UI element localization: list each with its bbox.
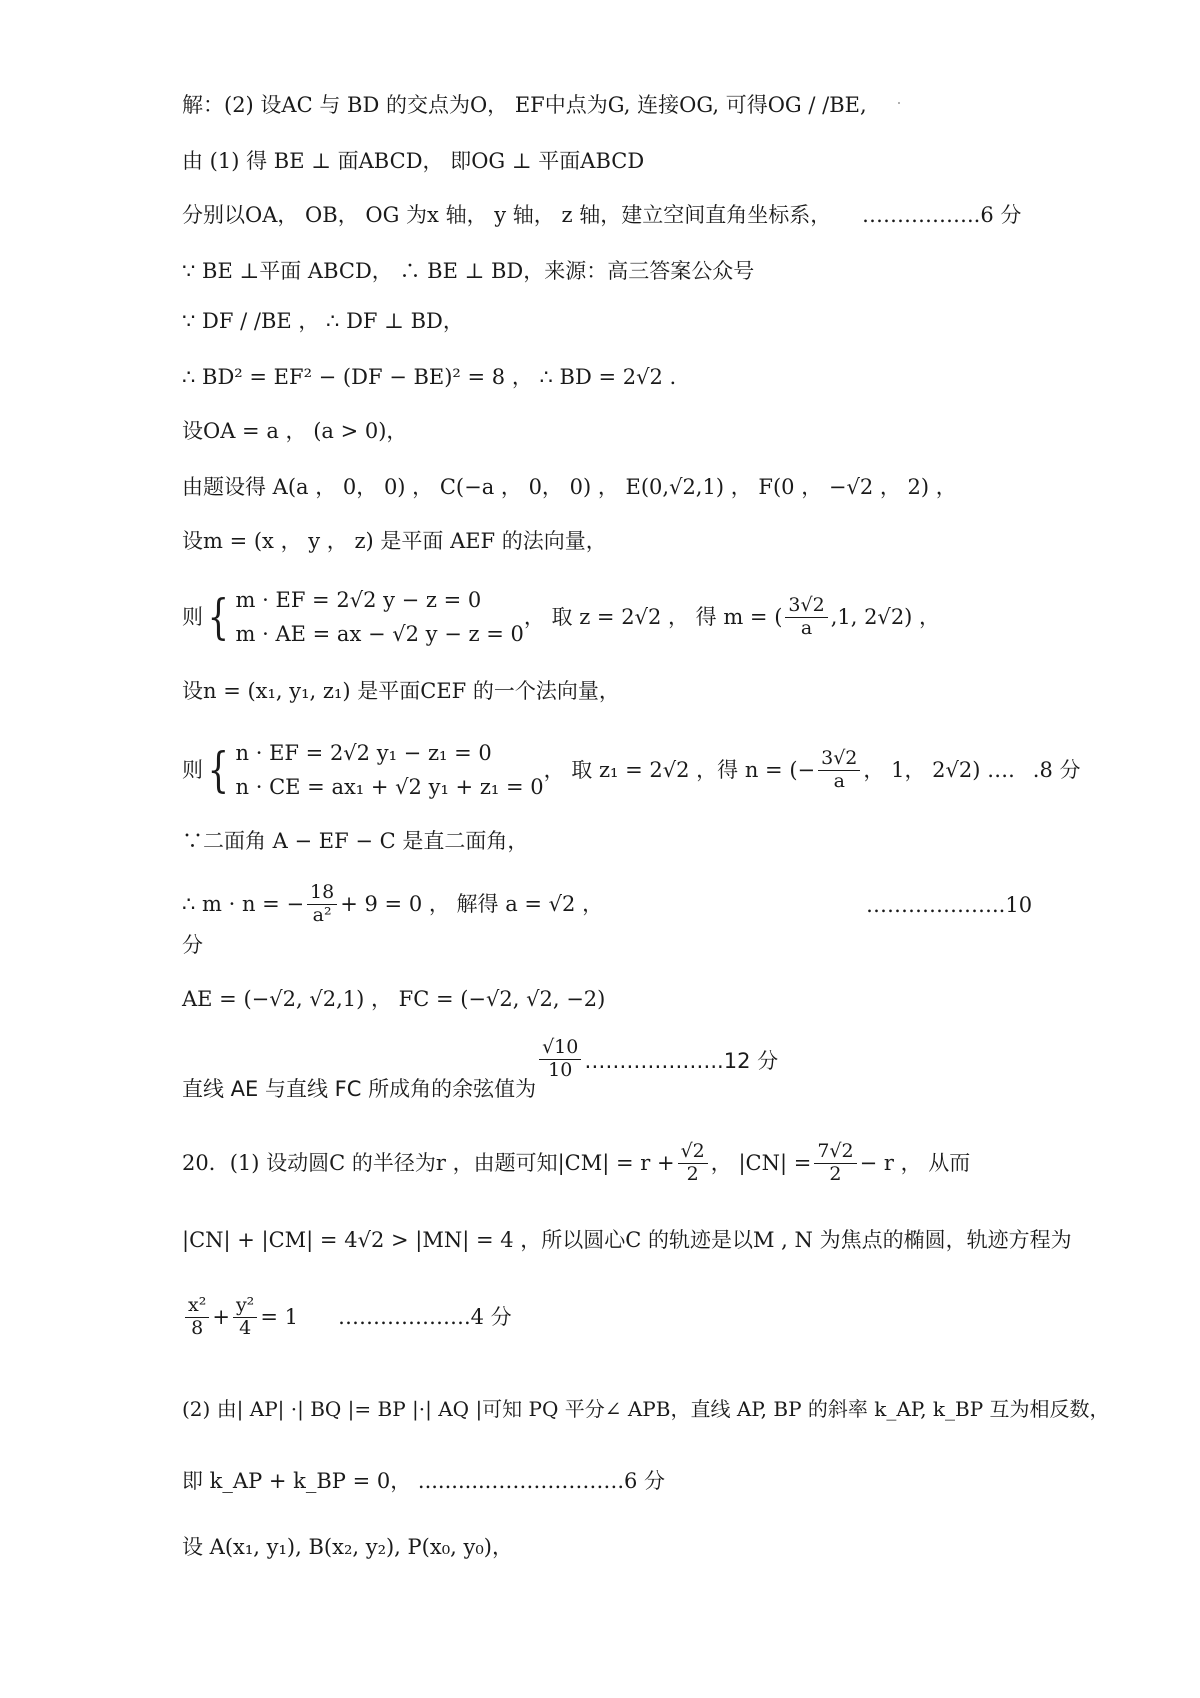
expr-part: − r ， 从而	[859, 1151, 971, 1175]
brace-glyph: {	[207, 742, 229, 798]
system-row: n · EF = 2√2 y₁ − z₁ = 0	[235, 741, 492, 765]
fraction: $\frac{\text{y²}}{4}$	[233, 1296, 257, 1339]
fraction: $\frac{7√2}{2}$	[814, 1142, 856, 1185]
system-lead: 则	[182, 605, 203, 629]
solution-line-13: ∵二面角 A − EF − C 是直二面角，	[182, 829, 529, 853]
fraction: $\frac{3√2}{a}$	[785, 596, 827, 639]
fraction: $\frac{√10}{10}$	[539, 1038, 581, 1081]
system-block	[203, 736, 544, 804]
expr-part: ， |CN| =	[710, 1151, 812, 1175]
problem-20-line-5: 即 k_AP + k_BP = 0， ...........……………….6 分	[182, 1469, 666, 1493]
problem-20-line-4: (2) 由| AP| ·| BQ |= BP |·| AQ |可知 PQ 平分∠ APB，直线 AP, BP 的斜率 k_AP, k_BP 互为相反数，	[182, 1397, 1110, 1421]
solution-line-8: 由题设得 A(a ， 0， 0) ， C(−a ， 0， 0) ， E(0,√2,1) ， F(0 ， −√2 ， 2) ，	[182, 475, 957, 499]
solution-line-11: 设n = (x₁, y₁, z₁) 是平面CEF 的一个法向量，	[182, 679, 620, 703]
solution-line-3: 分别以OA， OB， OG 为x 轴， y 轴， z 轴，建立空间直角坐标系，	[182, 203, 832, 227]
solution-line-15: 分	[182, 933, 203, 957]
solution-line-6: ∴ BD² = EF² − (DF − BE)² = 8 ， ∴ BD = 2√2 .	[182, 365, 677, 389]
solution-line-2: 由 (1) 得 BE ⊥ 面ABCD， 即OG ⊥ 平面ABCD	[182, 149, 645, 173]
score-mark-6: ……………..6 分	[862, 203, 1022, 227]
expr-left: ∴ m · n = −	[182, 892, 305, 916]
system-row: n · CE = ax₁ + √2 y₁ + z₁ = 0	[235, 775, 544, 799]
score-mark-8: .8 分	[1032, 758, 1081, 782]
brace-glyph: {	[207, 589, 229, 645]
fraction: $\frac{\text{x²}}{8}$	[185, 1296, 209, 1339]
score-mark-4: ……………….4 分	[337, 1305, 512, 1329]
expr-part: = 1	[260, 1305, 298, 1329]
expr-part: +	[212, 1305, 230, 1329]
solution-line-17	[182, 1038, 1062, 1108]
system-tail: ， 取 z = 2√2 ， 得 m = (	[523, 605, 783, 629]
score-mark-12: ………………..12 分	[584, 1049, 779, 1073]
solution-line-7: 设OA = a ， (a > 0)，	[182, 419, 408, 443]
equation-system-2	[182, 735, 1081, 805]
system-row: m · AE = ax − √2 y − z = 0	[235, 622, 524, 646]
solution-line-14	[182, 876, 832, 932]
system-end: ,1, 2√2) ，	[830, 605, 941, 629]
system-row: m · EF = 2√2 y − z = 0	[235, 588, 482, 612]
solution-line-9: 设m = (x ， y ， z) 是平面 AEF 的法向量，	[182, 529, 607, 553]
equation-system-1	[182, 582, 1062, 652]
solution-line-5: ∵ DF / /BE ， ∴ DF ⊥ BD，	[182, 309, 464, 333]
score-mark-10: ………………..10	[866, 893, 1033, 917]
system-block	[203, 583, 524, 651]
expr-part: 20．(1) 设动圆C 的半径为r ，由题可知|CM| = r +	[182, 1151, 675, 1175]
system-end: ， 1， 2√2) ….	[863, 758, 1015, 782]
fraction: $\frac{18}{\text{a²}}$	[307, 883, 337, 926]
solution-line-16: AE = (−√2, √2,1) ， FC = (−√2, √2, −2)	[182, 987, 606, 1011]
expr-right: + 9 = 0 ， 解得 a = √2 ，	[340, 892, 604, 916]
problem-20-line-2: |CN| + |CM| = 4√2 > |MN| = 4 ，所以圆心C 的轨迹是以M , N 为焦点的椭圆，轨迹方程为	[182, 1228, 1072, 1252]
solution-line-4: ∵ BE ⊥平面 ABCD， ∴ BE ⊥ BD，来源：高三答案公众号	[182, 259, 755, 283]
system-lead: 则	[182, 758, 203, 782]
fraction: $\frac{3√2}{a}$	[818, 749, 860, 792]
problem-20-line-1	[182, 1128, 1062, 1198]
fraction: $\frac{√2}{2}$	[678, 1142, 708, 1185]
system-tail: ， 取 z₁ = 2√2 ，得 n = (−	[543, 758, 816, 782]
ellipse-equation	[182, 1282, 1062, 1352]
problem-20-line-6: 设 A(x₁, y₁), B(x₂, y₂), P(x₀, y₀)，	[182, 1535, 513, 1559]
cosine-label: 直线 AE 与直线 FC 所成角的余弦值为	[182, 1077, 537, 1101]
solution-line-1: 解：(2) 设AC 与 BD 的交点为O， EF中点为G, 连接OG, 可得OG / /BE,	[182, 93, 867, 117]
